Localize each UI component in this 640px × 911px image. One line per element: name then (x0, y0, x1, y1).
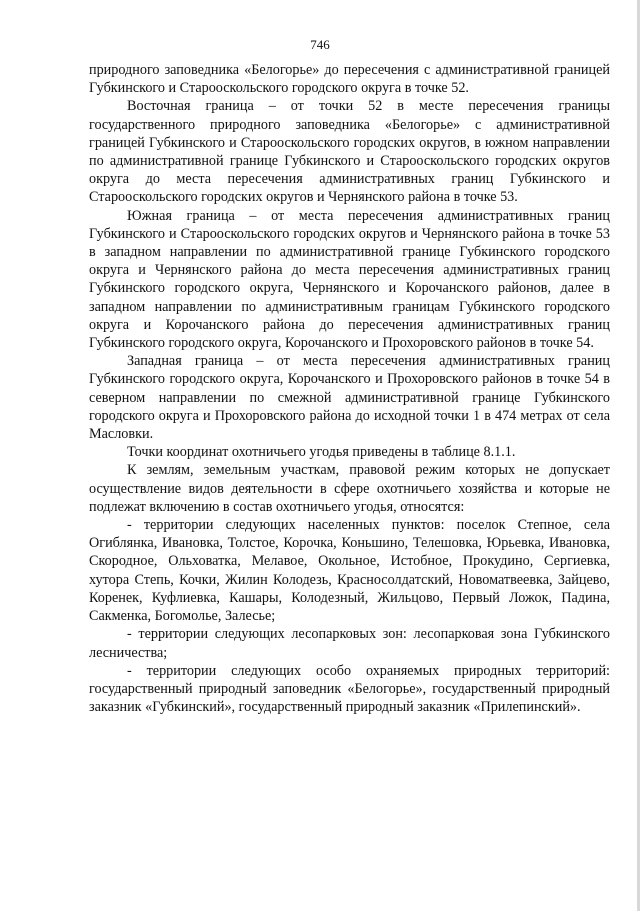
paragraph-northern-boundary-end: природного заповедника «Белогорье» до пересечения с административной границей Губкинского и Старооскольского городского округа в точке 52. (89, 62, 610, 97)
paragraph-coordinates-table-ref: Точки координат охотничьего угодья приведены в таблице 8.1.1. (127, 444, 516, 461)
paragraph-eastern-boundary: Восточная граница – от точки 52 в месте пересечения границы государственного природного заповедника «Белогорье» с административной границей Губкинского и Старооскольского городских округов, в южном направлении по административной границе Губкинского и Старооскольского городских округов округа до места пересечения административных границ Губкинского и Старооскольского городских округов и Чернянского района в точке 53. (89, 98, 610, 206)
body-text (89, 61, 610, 716)
paragraph-excluded-lands: К землям, земельным участкам, правовой режим которых не допускает осуществление видов деятельности в сфере охотничьего хозяйства и которые не подлежат включению в состав охотничьего угодья, относятся: (89, 462, 610, 515)
paragraph-southern-boundary: Южная граница – от места пересечения административных границ Губкинского и Старооскольского городских округов и Чернянского района в точке 53 в западном направлении по административной границе Губкинского городского округа и Чернянского района до места пересечения административных границ Губкинского городского округа, Чернянского и Корочанского районов, далее в западном направлении по административным границам Губкинского городского округа и Корочанского района до пересечения административных границ Губкинского городского округа, Корочанского и Прохоровского районов в точке 54. (89, 207, 610, 352)
list-item-settlements: - территории следующих населенных пунктов: поселок Степное, села Огиблянка, Ивановка, Толстое, Корочка, Коньшино, Телешовка, Юрьевка, Ивановка, Скородное, Ольховатка, Мелавое, Окольное, Истобное, Прокудино, Сергиевка, хутора Степь, Кочки, Жилин Колодезь, Красносолдатский, Новоматвеевка, Зайцево, Коренек, Куфлиевка, Кашары, Колодезный, Жильцово, Первый Ложок, Падина, Сакменка, Богомолье, Залесье; (89, 517, 610, 625)
page-number: 746 (310, 37, 330, 52)
list-item-forest-park-zones: - территории следующих лесопарковых зон: лесопарковая зона Губкинского лесничества; (89, 626, 610, 661)
paragraph-western-boundary: Западная граница – от места пересечения административных границ Губкинского городского округа, Корочанского и Прохоровского районов в точке 54 в северном направлении по смежной административной границе Губкинского городского округа и Прохоровского района до исходной точки 1 в 474 метрах от села Масловки. (89, 353, 610, 443)
list-item-protected-areas: - территории следующих особо охраняемых природных территорий: государственный природный заповедник «Белогорье», государственный природный заказник «Губкинский», государственный природный заказник «Прилепинский». (89, 662, 610, 716)
